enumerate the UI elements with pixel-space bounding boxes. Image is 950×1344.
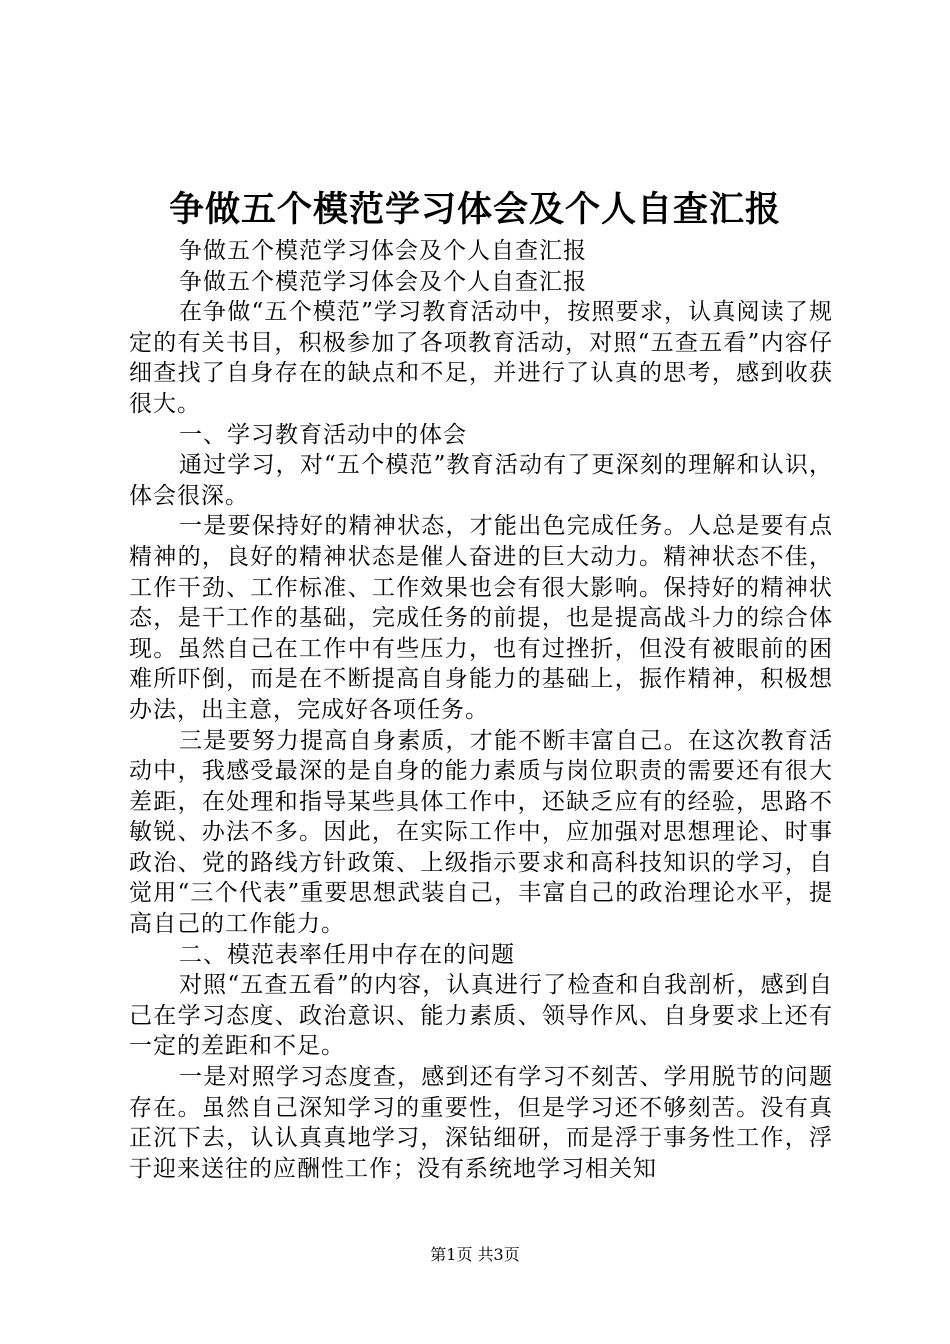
paragraph-point-quality: 三是要努力提高自身素质，才能不断丰富自己。在这次教育活动中，我感受最深的是自身的能力素质与岗位职责的需要还有很大差距，在处理和指导某些具体工作中，还缺乏应有的经验，思路不敏锐、办法不多。因此，在实际工作中，应加强对思想理论、时事政治、党的路线方针政策、上级指示要求和高科技知识的学习，自觉用“三个代表”重要思想武装自己，丰富自己的政治理论水平，提高自己的工作能力。 xyxy=(129,727,833,938)
paragraph-point-attitude: 一是对照学习态度查，感到还有学习不刻苦、学用脱节的问题存在。虽然自己深知学习的重要性，但是学习还不够刻苦。没有真正沉下去，认认真真地学习，深钻细研，而是浮于事务性工作，浮于迎来送往的应酬性工作；没有系统地学习相关知 xyxy=(129,1064,833,1182)
paragraph-learning: 通过学习，对“五个模范”教育活动有了更深刻的理解和认识，体会很深。 xyxy=(129,452,833,509)
paragraph-subtitle-2: 争做五个模范学习体会及个人自查汇报 xyxy=(179,268,587,295)
paragraph-subtitle-1: 争做五个模范学习体会及个人自查汇报 xyxy=(179,238,587,264)
paragraph-point-spirit: 一是要保持好的精神状态，才能出色完成任务。人总是要有点精神的，良好的精神状态是催人奋进的巨大动力。精神状态不佳，工作干劲、工作标准、工作效果也会有很大影响。保持好的精神状态，是干工作的基础，完成任务的前提，也是提高战斗力的综合体现。虽然自己在工作中有些压力，也有过挫折，但没有被眼前的困难所吓倒，而是在不断提高自身能力的基础上，振作精神，积极想办法，出主意，完成好各项任务。 xyxy=(129,513,833,723)
document-body xyxy=(129,236,833,1184)
paragraph-self-check: 对照“五查五看”的内容，认真进行了检查和自我剖析，感到自己在学习态度、政治意识、能力素质、领导作风、自身要求上还有一定的差距和不足。 xyxy=(129,972,833,1060)
page-number: 第1页 共3页 xyxy=(430,1245,520,1264)
paragraph-intro: 在争做“五个模范”学习教育活动中，按照要求，认真阅读了规定的有关书目，积极参加了各项教育活动，对照“五查五看”内容仔细查找了自身存在的缺点和不足，并进行了认真的思考，感到收获很大。 xyxy=(129,299,833,417)
section-heading-1: 一、学习教育活动中的体会 xyxy=(179,421,467,448)
document-title: 争做五个模范学习体会及个人自查汇报 xyxy=(168,189,781,230)
section-heading-2: 二、模范表率任用中存在的问题 xyxy=(179,941,515,968)
